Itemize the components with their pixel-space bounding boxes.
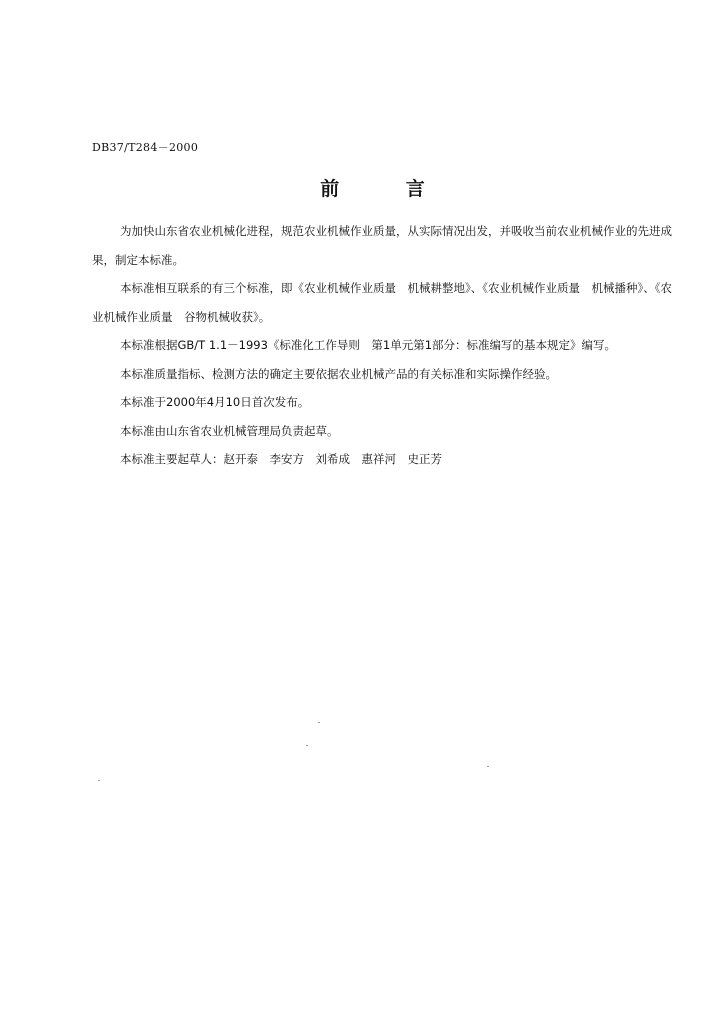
paragraph-purpose: 为加快山东省农业机械化进程，规范农业机械作业质量，从实际情况出发，并吸收当前农业机械作业的先进成果，制定本标准。 [92, 224, 672, 267]
paragraph-indicators-basis: 本标准质量指标、检测方法的确定主要依据农业机械产品的有关标准和实际操作经验。 [120, 366, 557, 381]
paragraph-drafting-basis: 本标准根据GB/T 1.1－1993《标准化工作导则 第1单元第1部分：标准编写的基本规定》编写。 [120, 338, 617, 352]
document-code: DB37/T284－2000 [92, 141, 199, 154]
scan-speck [98, 780, 100, 781]
page-title: 前 言 [320, 178, 455, 200]
scan-speck [306, 745, 308, 746]
preface-body [92, 217, 672, 474]
paragraph-drafters: 本标准主要起草人：赵开泰 李安方 刘希成 惠祥河 史正芳 [120, 452, 442, 466]
scan-speck [318, 722, 320, 723]
paragraph-release-date: 本标准于2000年4月10日首次发布。 [120, 395, 310, 409]
scan-speck [487, 766, 489, 767]
paragraph-drafting-organization: 本标准由山东省农业机械管理局负责起草。 [120, 423, 339, 438]
paragraph-related-standards: 本标准相互联系的有三个标准，即《农业机械作业质量 机械耕整地》、《农业机械作业质量 机械播种》、《农业机械作业质量 谷物机械收获》。 [92, 281, 672, 324]
